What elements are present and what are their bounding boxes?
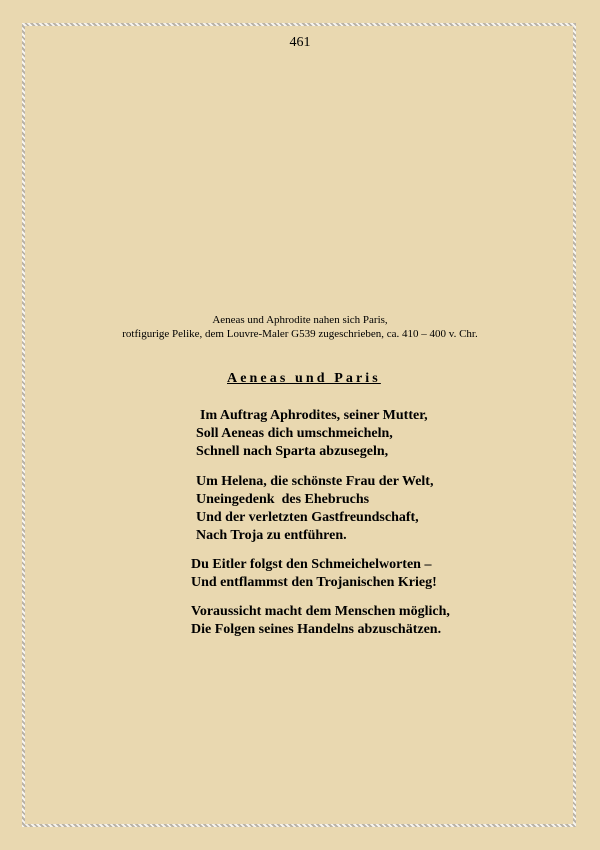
poem-line: Die Folgen seines Handelns abzuschätzen. [191, 622, 442, 637]
poem-line: Um Helena, die schönste Frau der Welt, [196, 474, 434, 489]
poem-line: Und entflammst den Trojanischen Krieg! [191, 575, 437, 590]
poem-line: Schnell nach Sparta abzusegeln, [196, 444, 389, 459]
image-caption [0, 313, 600, 341]
poem-line: Im Auftrag Aphrodites, seiner Mutter, [200, 408, 428, 423]
caption-line-1: Aeneas und Aphrodite nahen sich Paris, [212, 314, 388, 326]
caption-line-2: rotfigurige Pelike, dem Louvre-Maler G539 zugeschrieben, ca. 410 – 400 v. Chr. [122, 328, 478, 340]
poem-line: Nach Troja zu entführen. [196, 528, 347, 543]
poem-line: Uneingedenk des Ehebruchs [196, 492, 370, 507]
page-number: 461 [289, 35, 311, 50]
poem-title: Aeneas und Paris [227, 371, 381, 386]
poem-line: Soll Aeneas dich umschmeicheln, [196, 426, 393, 441]
poem-line: Und der verletzten Gastfreundschaft, [196, 510, 419, 525]
poem-line: Voraussicht macht dem Menschen möglich, [191, 604, 450, 619]
poem-line: Du Eitler folgst den Schmeichelworten – [191, 557, 432, 572]
